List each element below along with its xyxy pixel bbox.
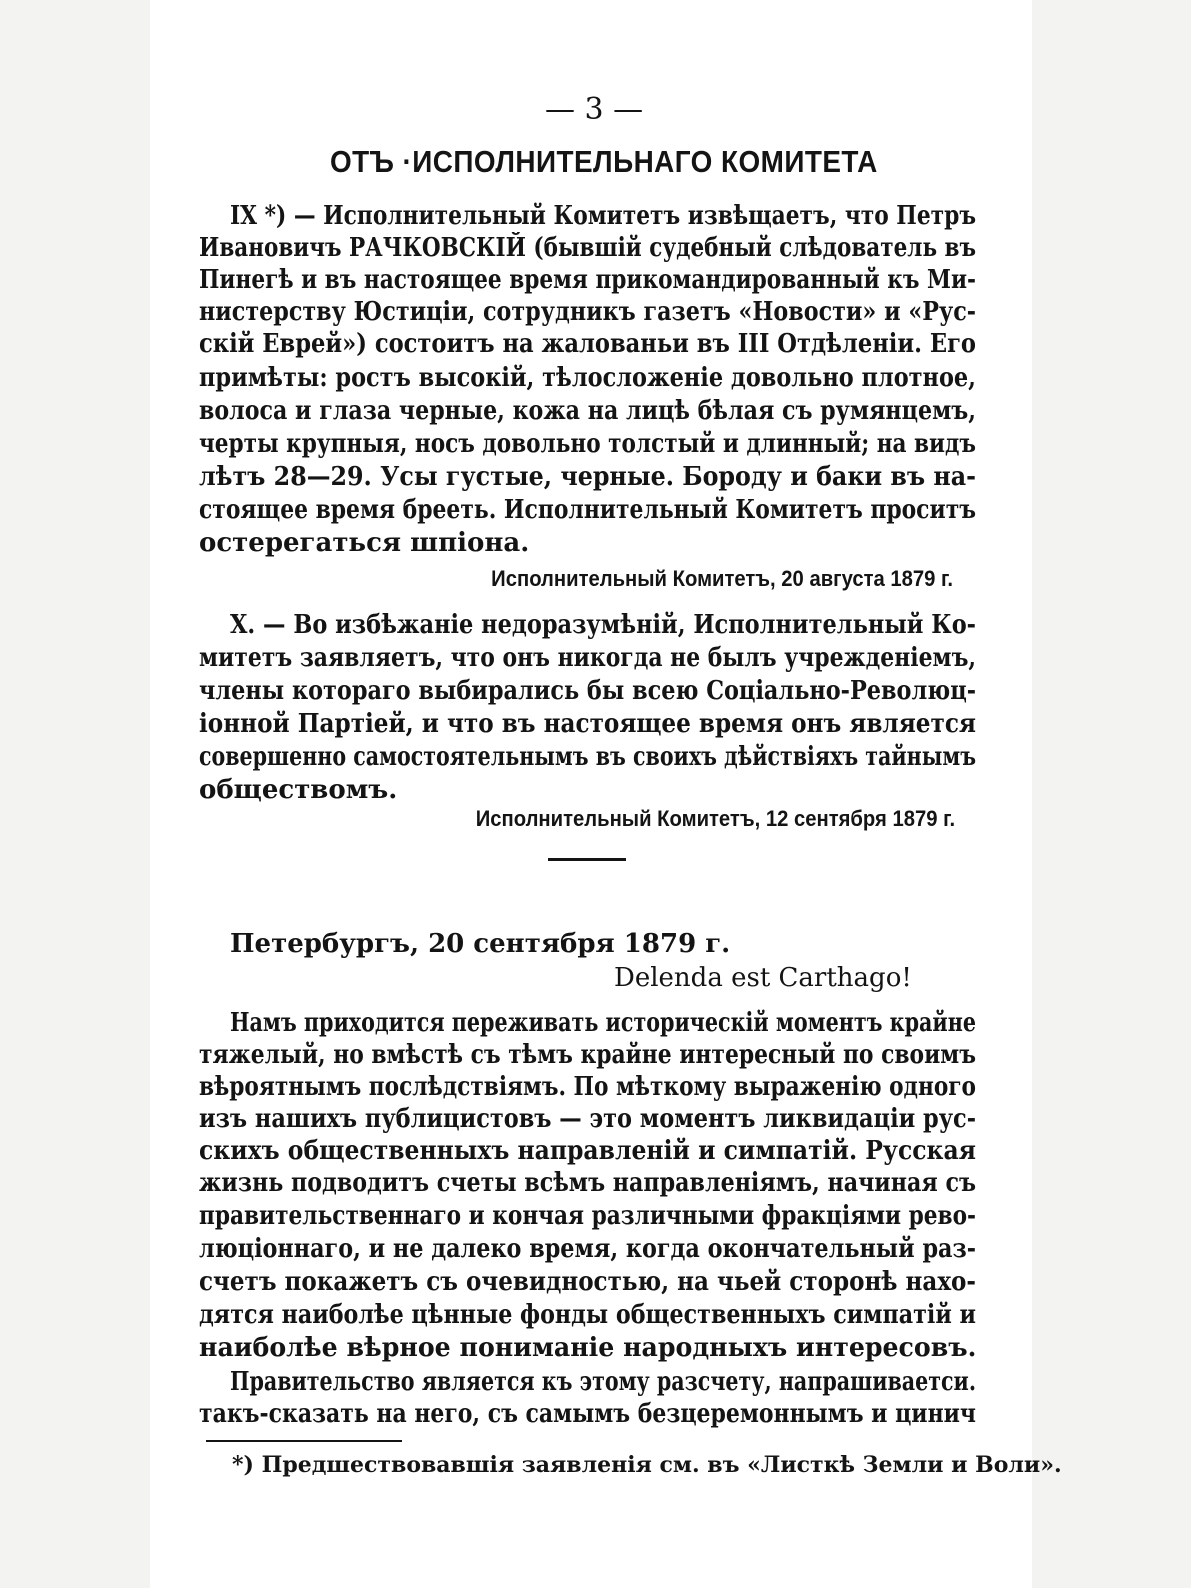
text-line: обществомъ. xyxy=(199,775,398,805)
signature-x: Исполнительный Комитетъ, 12 сентября 1879 г. xyxy=(475,806,955,831)
text-line: iонной Партiей, и что въ настоящее время онъ является xyxy=(199,709,976,739)
text-line: люцiоннаго, и не далеко время, когда окончательный раз- xyxy=(199,1234,976,1264)
text-line: примѣты: ростъ высокiй, тѣлосложенiе довольно плотное, xyxy=(199,363,976,393)
text-line: скiй Еврей») состоитъ на жалованьи въ III Отдѣленiи. Его xyxy=(199,329,976,359)
text-line: IX *) — Исполнительный Комитетъ извѣщаетъ, что Петръ xyxy=(230,201,976,231)
text-line: митетъ заявляетъ, что онъ никогда не былъ учрежденiемъ, xyxy=(199,643,976,673)
text-line: наиболѣе вѣрное пониманiе народныхъ интересовъ. xyxy=(199,1333,977,1363)
page-title: ОТЪ ·ИСПОЛНИТЕЛЬНАГО КОМИТЕТА xyxy=(330,144,878,179)
signature-ix: Исполнительный Комитетъ, 20 августа 1879 г. xyxy=(491,566,953,591)
text-line: тяжелый, но вмѣстѣ съ тѣмъ крайне интересный по своимъ xyxy=(199,1040,976,1070)
footnote-rule xyxy=(206,1440,402,1442)
text-line: правительственнаго и кончая различными фракцiями рево- xyxy=(199,1201,976,1231)
footnote: *) Предшествовавшiя заявленiя см. въ «Листкѣ Земли и Воли». xyxy=(232,1452,1062,1478)
section-divider xyxy=(548,858,626,861)
text-line: вѣроятнымъ послѣдствiямъ. По мѣткому выраженiю одного xyxy=(199,1072,976,1102)
text-line: Правительство является къ этому разсчету, напрашиваетси. xyxy=(230,1367,976,1397)
motto: Delenda est Carthago! xyxy=(614,963,912,993)
text-line: остерегаться шпiона. xyxy=(199,528,530,558)
text-line: такъ-сказать на него, съ самымъ безцеремоннымъ и цинич xyxy=(199,1399,976,1429)
text-line: Намъ приходится переживать историческiй моментъ крайне xyxy=(230,1008,976,1038)
text-line: Пинегѣ и въ настоящее время прикомандированный къ Ми- xyxy=(199,265,976,295)
text-line: волоса и глаза черные, кожа на лицѣ бѣлая съ румянцемъ, xyxy=(199,396,976,426)
text-line: жизнь подводитъ счеты всѣмъ направленiямъ, начиная съ xyxy=(199,1168,976,1198)
text-line: нистерству Юстицiи, сотрудникъ газетъ «Новости» и «Рус- xyxy=(199,297,976,327)
text-line: лѣтъ 28—29. Усы густые, черные. Бороду и баки въ на- xyxy=(199,462,976,492)
text-line: счетъ покажетъ съ очевидностью, на чьей сторонѣ нахо- xyxy=(199,1267,976,1297)
dateline: Петербургъ, 20 сентября 1879 г. xyxy=(230,929,731,959)
text-line: совершенно самостоятельнымъ въ своихъ дѣйствiяхъ тайнымъ xyxy=(199,742,976,772)
text-line: черты крупныя, носъ довольно толстый и длинный; на видъ xyxy=(199,429,976,459)
text-line: скихъ общественныхъ направленiй и симпатiй. Русская xyxy=(199,1136,976,1166)
text-line: X. — Во избѣжанiе недоразумѣнiй, Исполнительный Ко- xyxy=(230,610,976,640)
text-line: члены котораго выбирались бы всею Соцiально-Революц- xyxy=(199,676,976,706)
text-line: Ивановичъ РАЧКОВСКIЙ (бывшiй судебный слѣдователь въ xyxy=(199,233,976,263)
text-line: дятся наиболѣе цѣнные фонды общественныхъ симпатiй и xyxy=(199,1300,976,1330)
text-line: стоящее время брееть. Исполнительный Комитетъ проситъ xyxy=(199,495,976,525)
page-number: — 3 — xyxy=(545,92,644,127)
text-line: изъ нашихъ публицистовъ — это моментъ ликвидацiи рус- xyxy=(199,1104,976,1134)
